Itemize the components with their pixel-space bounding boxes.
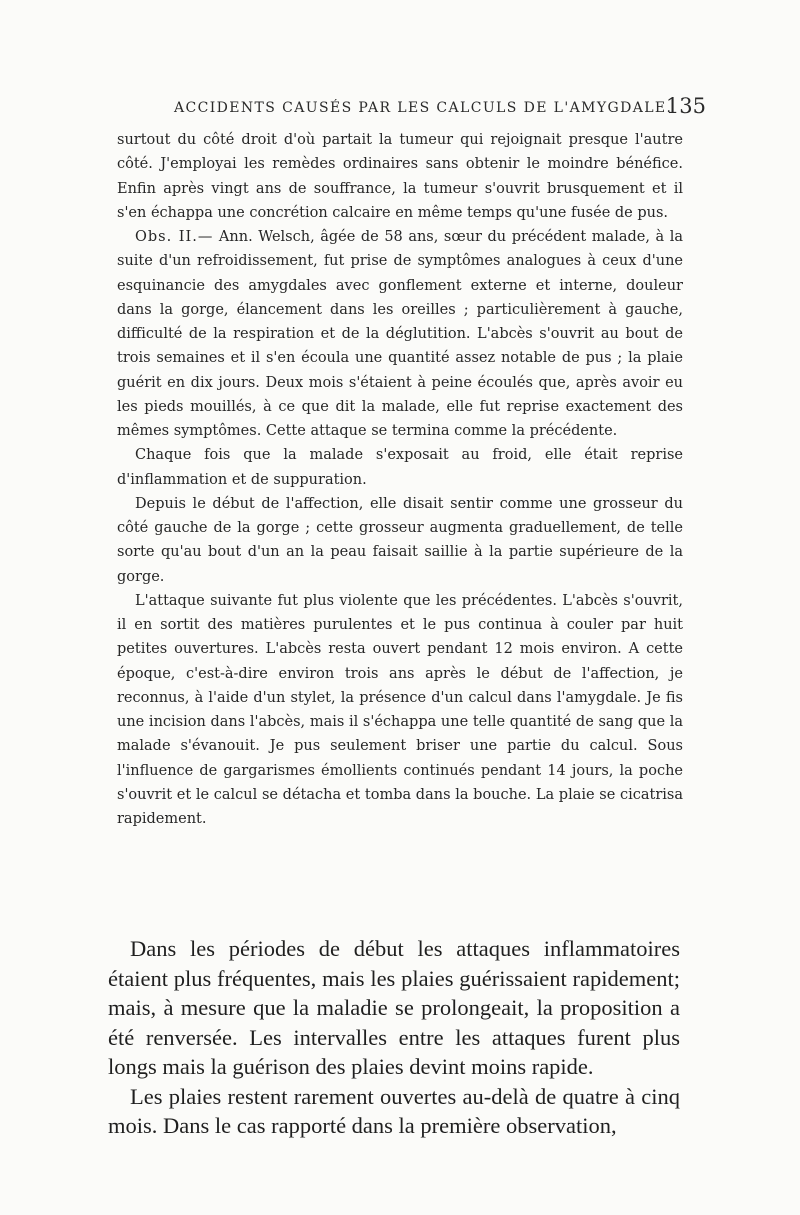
observation-paragraph (117, 225, 683, 443)
paragraph-plaies: Les plaies restent rarement ouvertes au-delà de quatre à cinq mois. Dans le cas rapporté dans la première observation, (108, 1083, 680, 1138)
commentary-text-block (108, 934, 680, 1141)
running-title: ACCIDENTS CAUSÉS PAR LES CALCULS DE L'AMYGDALE. (174, 100, 673, 116)
running-head (118, 94, 708, 120)
observation-label: Obs. II.— (135, 229, 214, 245)
paragraph-attaque-suivante: L'attaque suivante fut plus violente que les précédentes. L'abcès s'ouvrit, il en sortit des matières purulentes et le pus continua à couler par huit petites ouvertures. L'abcès resta ouvert pendant 12 mois environ. A cette époque, c'est-à-dire environ trois ans après le début de l'affection, je reconnus, à l'aide d'un stylet, la présence d'un calcul dans l'amygdale. Je fis une incision dans l'abcès, mais il s'échappa une telle quantité de sang que la malade s'évanouit. Je pus seulement briser une partie du calcul. Sous l'influence de gargarismes émollients continués pendant 14 jours, la poche s'ouvrit et le calcul se détacha et tomba dans la bouche. La plaie se cicatrisa rapidement. (117, 592, 683, 827)
continuation-paragraph: surtout du côté droit d'où partait la tumeur qui rejoignait presque l'autre côté. J'employai les remèdes ordinaires sans obtenir le moindre bénéfice. Enfin après vingt ans de souffrance, la tumeur s'ouvrit brusquement et il s'en échappa une concrétion calcaire en même temps qu'une fusée de pus. (117, 132, 683, 221)
page-number: 135 (665, 94, 706, 118)
paragraph-periodes: Dans les périodes de début les attaques inflammatoires étaient plus fréquentes, mais les plaies guérissaient rapidement; mais, à mesure que la maladie se prolongeait, la proposition a été renversée. Les intervalles entre les attaques furent plus longs mais la guérison des plaies devint moins rapide. (108, 936, 680, 1079)
paragraph-chaque-fois: Chaque fois que la malade s'exposait au froid, elle était reprise d'inflammation et de suppuration. (117, 447, 683, 488)
observation-text: Ann. Welsch, âgée de 58 ans, sœur du précédent malade, à la suite d'un refroidissement, fut prise de symptômes analogues à ceux d'une esquinancie des amygdales avec gonflement externe et interne, douleur dans la gorge, élancement dans les oreilles ; particulièrement à gauche, difficulté de la respiration et de la déglutition. L'abcès s'ouvrit au bout de trois semaines et il s'en écoula une quantité assez notable de pus ; la plaie guérit en dix jours. Deux mois s'étaient à peine écoulés que, après avoir eu les pieds mouillés, à ce que dit la malade, elle fut reprise exactement des mêmes symptômes. Cette attaque se termina comme la précédente. (117, 229, 683, 439)
observation-text-block (117, 128, 683, 831)
paragraph-depuis: Depuis le début de l'affection, elle disait sentir comme une grosseur du côté gauche de la gorge ; cette grosseur augmenta graduellement, de telle sorte qu'au bout d'un an la peau faisait saillie à la partie supérieure de la gorge. (117, 495, 683, 585)
